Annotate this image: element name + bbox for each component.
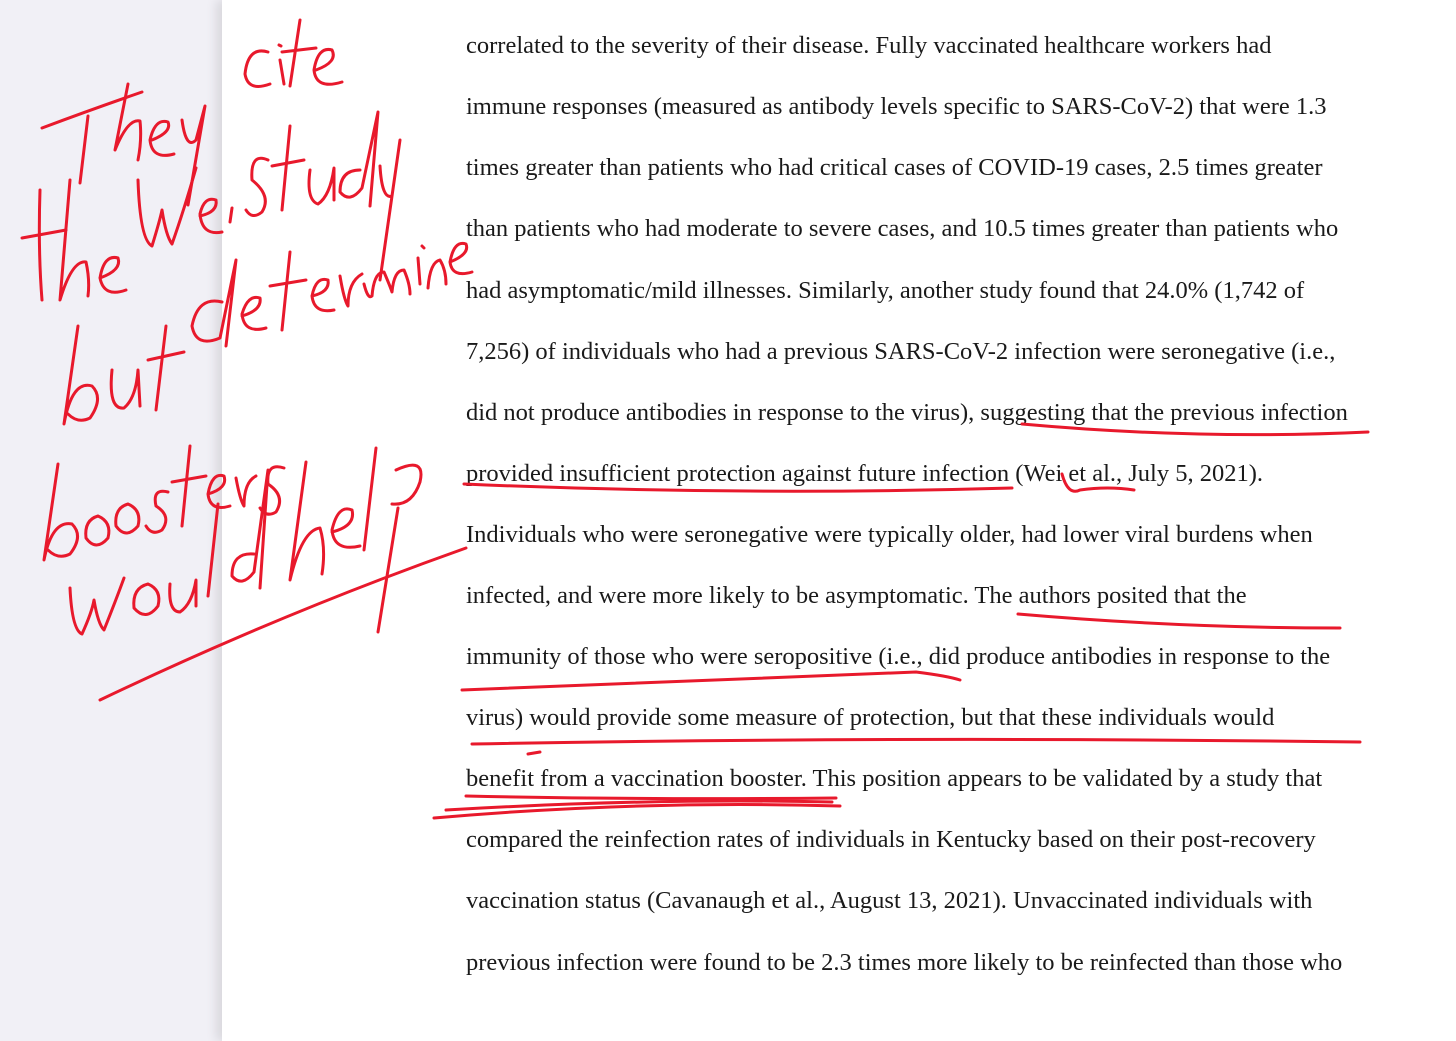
text-line-14: compared the reinfection rates of individuals in Kentucky based on their post-recovery [466, 826, 1316, 853]
text-line-15: vaccination status (Cavanaugh et al., August 13, 2021). Unvaccinated individuals with [466, 887, 1313, 914]
text-line-11: immunity of those who were seropositive (i.e., did produce antibodies in response to the [466, 643, 1331, 670]
text-line-12: virus) would provide some measure of protection, but that these individuals would [466, 704, 1275, 731]
text-line-7: did not produce antibodies in response to the virus), suggesting that the previous infection [466, 399, 1348, 426]
text-line-16: previous infection were found to be 2.3 times more likely to be reinfected than those who [466, 949, 1343, 976]
text-line-10: infected, and were more likely to be asymptomatic. The authors posited that the [466, 582, 1247, 609]
text-line-5: had asymptomatic/mild illnesses. Similarly, another study found that 24.0% (1,742 of [466, 277, 1305, 304]
text-line-9: Individuals who were seronegative were typically older, had lower viral burdens when [466, 521, 1313, 548]
text-line-8: provided insufficient protection against future infection (Wei et al., July 5, 2021). [466, 460, 1264, 487]
text-line-6: 7,256) of individuals who had a previous SARS-CoV-2 infection were seronegative (i.e., [466, 338, 1336, 365]
text-line-4: than patients who had moderate to severe cases, and 10.5 times greater than patients who [466, 215, 1339, 242]
page-margin-gutter [0, 0, 222, 1041]
text-line-2: immune responses (measured as antibody levels specific to SARS-CoV-2) that were 1.3 [466, 93, 1327, 120]
text-line-1: correlated to the severity of their disease. Fully vaccinated healthcare workers had [466, 32, 1272, 59]
text-line-3: times greater than patients who had critical cases of COVID-19 cases, 2.5 times greater [466, 154, 1323, 181]
text-line-13: benefit from a vaccination booster. This position appears to be validated by a study that [466, 765, 1323, 792]
